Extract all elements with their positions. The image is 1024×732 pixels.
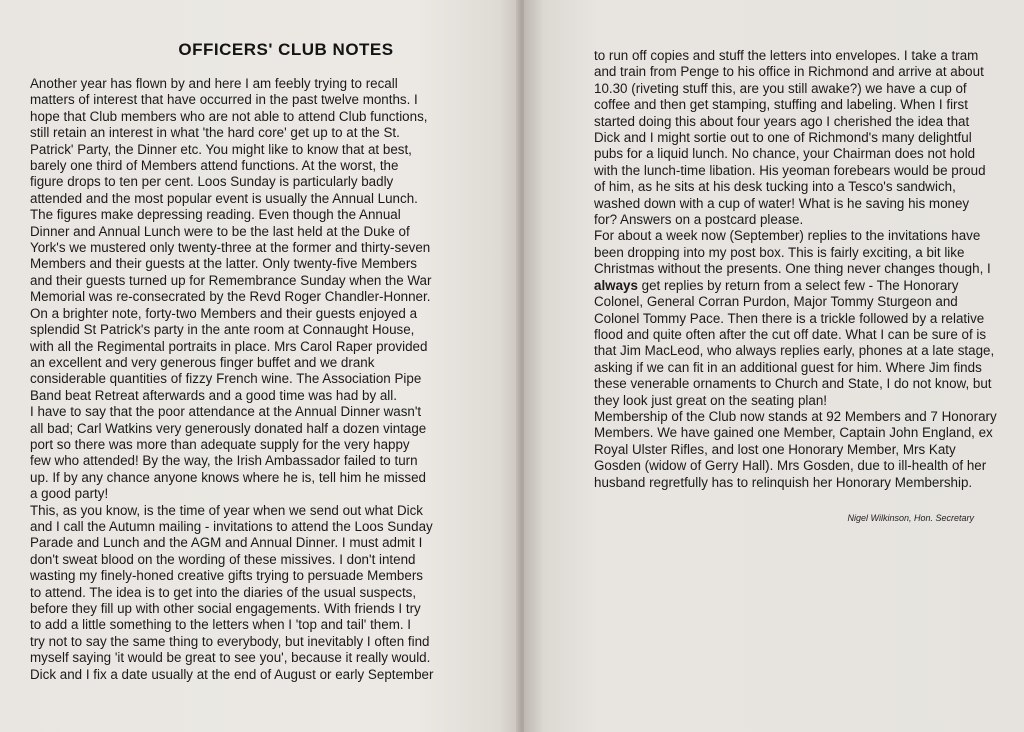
text-line: still retain an interest in what 'the hard core' get up to at the St. bbox=[30, 125, 400, 141]
text-line: This, as you know, is the time of year when we send out what Dick bbox=[30, 502, 423, 518]
text-line: don't sweat blood on the wording of these missives. I don't intend bbox=[30, 551, 416, 567]
text-line: with the lunch-time libation. His yeoman forebears would be proud bbox=[594, 162, 986, 178]
text-line: try not to say the same thing to everybody, but inevitably I often find bbox=[30, 633, 430, 649]
text-line: Christmas without the presents. One thing never changes though, I bbox=[594, 261, 991, 277]
text-line: Members and their guests at the latter. Only twenty-five Members bbox=[30, 256, 418, 272]
text-line: attended and the most popular event is usually the Annual Lunch. bbox=[30, 190, 418, 206]
text-line: splendid St Patrick's party in the ante room at Connaught House, bbox=[30, 322, 415, 338]
text-line: asking if we can fit in an additional guest for him. Where Jim finds bbox=[594, 359, 982, 375]
text-line: Parade and Lunch and the AGM and Annual Dinner. I must admit I bbox=[30, 535, 423, 551]
left-column-text bbox=[30, 76, 502, 683]
text-line: Royal Ulster Rifles, and lost one Honorary Member, Mrs Katy bbox=[594, 441, 956, 457]
text-line: considerable quantities of fizzy French wine. The Association Pipe bbox=[30, 371, 422, 387]
text-line: these venerable ornaments to Church and State, I do not know, but bbox=[594, 376, 992, 392]
text-line: Memorial was re-consecrated by the Revd Roger Chandler-Honner. bbox=[30, 289, 431, 305]
text-line: Members. We have gained one Member, Captain John England, ex bbox=[594, 425, 993, 441]
text-line: For about a week now (September) replies to the invitations have bbox=[594, 228, 981, 244]
text-line: a good party! bbox=[30, 486, 109, 502]
text-line: 10.30 (riveting stuff this, are you still awake?) we have a cup of bbox=[594, 80, 967, 96]
text-line: they look just great on the seating plan! bbox=[594, 392, 828, 408]
text-line: washed down with a cup of water! What is he saving his money bbox=[594, 195, 970, 211]
text-line: an excellent and very generous finger buffet and we drank bbox=[30, 354, 375, 370]
text-line-rest: get replies by return from a select few - The Honorary bbox=[637, 277, 959, 293]
text-line: port so there was more than adequate supply for the very happy bbox=[30, 436, 410, 452]
text-line: myself saying 'it would be great to see you', because it really would. bbox=[30, 650, 431, 666]
text-line: for? Answers on a postcard please. bbox=[594, 212, 804, 228]
text-line: pubs for a liquid lunch. No chance, your Chairman does not hold bbox=[594, 146, 976, 162]
text-line: coffee and then get stamping, stuffing and labeling. When I first bbox=[594, 97, 968, 113]
text-line: that Jim MacLeod, who always replies early, phones at a late stage, bbox=[594, 343, 995, 359]
signature: Nigel Wilkinson, Hon. Secretary bbox=[847, 512, 974, 523]
text-line: with all the Regimental portraits in place. Mrs Carol Raper provided bbox=[30, 338, 428, 354]
text-line: wasting my finely-honed creative gifts trying to persuade Members bbox=[30, 568, 423, 584]
text-line bbox=[594, 278, 1004, 294]
text-line: few who attended! By the way, the Irish Ambassador failed to turn bbox=[30, 453, 418, 469]
text-line: and their guests turned up for Remembrance Sunday when the War bbox=[30, 272, 432, 288]
text-line: up. If by any chance anyone knows where he is, tell him he missed bbox=[30, 469, 426, 485]
text-line: and train from Penge to his office in Richmond and arrive at about bbox=[594, 64, 984, 80]
text-line: to run off copies and stuff the letters into envelopes. I take a tram bbox=[594, 48, 979, 63]
text-line: hope that Club members who are not able to attend Club functions, bbox=[30, 108, 428, 124]
text-line: before they fill up with other social engagements. With friends I try bbox=[30, 601, 421, 616]
text-line: of him, as he sits at his desk tucking into a Tesco's sandwich, bbox=[594, 179, 956, 195]
text-line: flood and quite often after the cut off date. What I can be sure of is bbox=[594, 326, 987, 342]
text-line: and I call the Autumn mailing - invitations to attend the Loos Sunday bbox=[30, 518, 433, 534]
text-line: to attend. The idea is to get into the diaries of the usual suspects, bbox=[30, 584, 417, 600]
text-line: Band beat Retreat afterwards and a good time was had by all. bbox=[30, 387, 397, 403]
text-line: barely one third of Members attend functions. At the worst, the bbox=[30, 158, 399, 174]
text-line: Gosden (widow of Gerry Hall). Mrs Gosden, due to ill-health of her bbox=[594, 458, 987, 474]
text-line: Membership of the Club now stands at 92 Members and 7 Honorary bbox=[594, 408, 997, 424]
text-line: husband regretfully has to relinquish her Honorary Membership. bbox=[594, 474, 973, 490]
text-line: Dinner and Annual Lunch were to be the last held at the Duke of bbox=[30, 223, 410, 239]
text-line: been dropping into my post box. This is fairly exciting, a bit like bbox=[594, 244, 965, 260]
text-line: Patrick' Party, the Dinner etc. You might like to know that at best, bbox=[30, 141, 412, 157]
page-title: OFFICERS' CLUB NOTES bbox=[178, 40, 394, 59]
text-line: Colonel Tommy Pace. Then there is a trickle followed by a relative bbox=[594, 310, 985, 326]
text-line: Dick and I might sortie out to one of Richmond's many delightful bbox=[594, 130, 972, 146]
text-line: The figures make depressing reading. Even though the Annual bbox=[30, 207, 401, 223]
text-line: started doing this about four years ago I cherished the idea that bbox=[594, 113, 970, 129]
emphasis-always: always bbox=[594, 277, 638, 293]
text-line: Another year has flown by and here I am feebly trying to recall bbox=[30, 76, 398, 91]
text-line: On a brighter note, forty-two Members and their guests enjoyed a bbox=[30, 305, 418, 321]
text-line: Dick and I fix a date usually at the end of August or early September bbox=[30, 666, 434, 682]
right-page bbox=[524, 0, 1024, 732]
right-column-text bbox=[594, 48, 1004, 491]
text-line: Colonel, General Corran Purdon, Major Tommy Sturgeon and bbox=[594, 294, 958, 310]
text-line: all bad; Carl Watkins very generously donated half a dozen vintage bbox=[30, 420, 427, 436]
text-line: figure drops to ten per cent. Loos Sunday is particularly badly bbox=[30, 174, 394, 190]
text-line: I have to say that the poor attendance at the Annual Dinner wasn't bbox=[30, 404, 422, 420]
text-line: York's we mustered only twenty-three at the former and thirty-seven bbox=[30, 240, 431, 256]
text-line: matters of interest that have occurred in the past twelve months. I bbox=[30, 92, 418, 108]
text-line: to add a little something to the letters when I 'top and tail' them. I bbox=[30, 617, 412, 633]
